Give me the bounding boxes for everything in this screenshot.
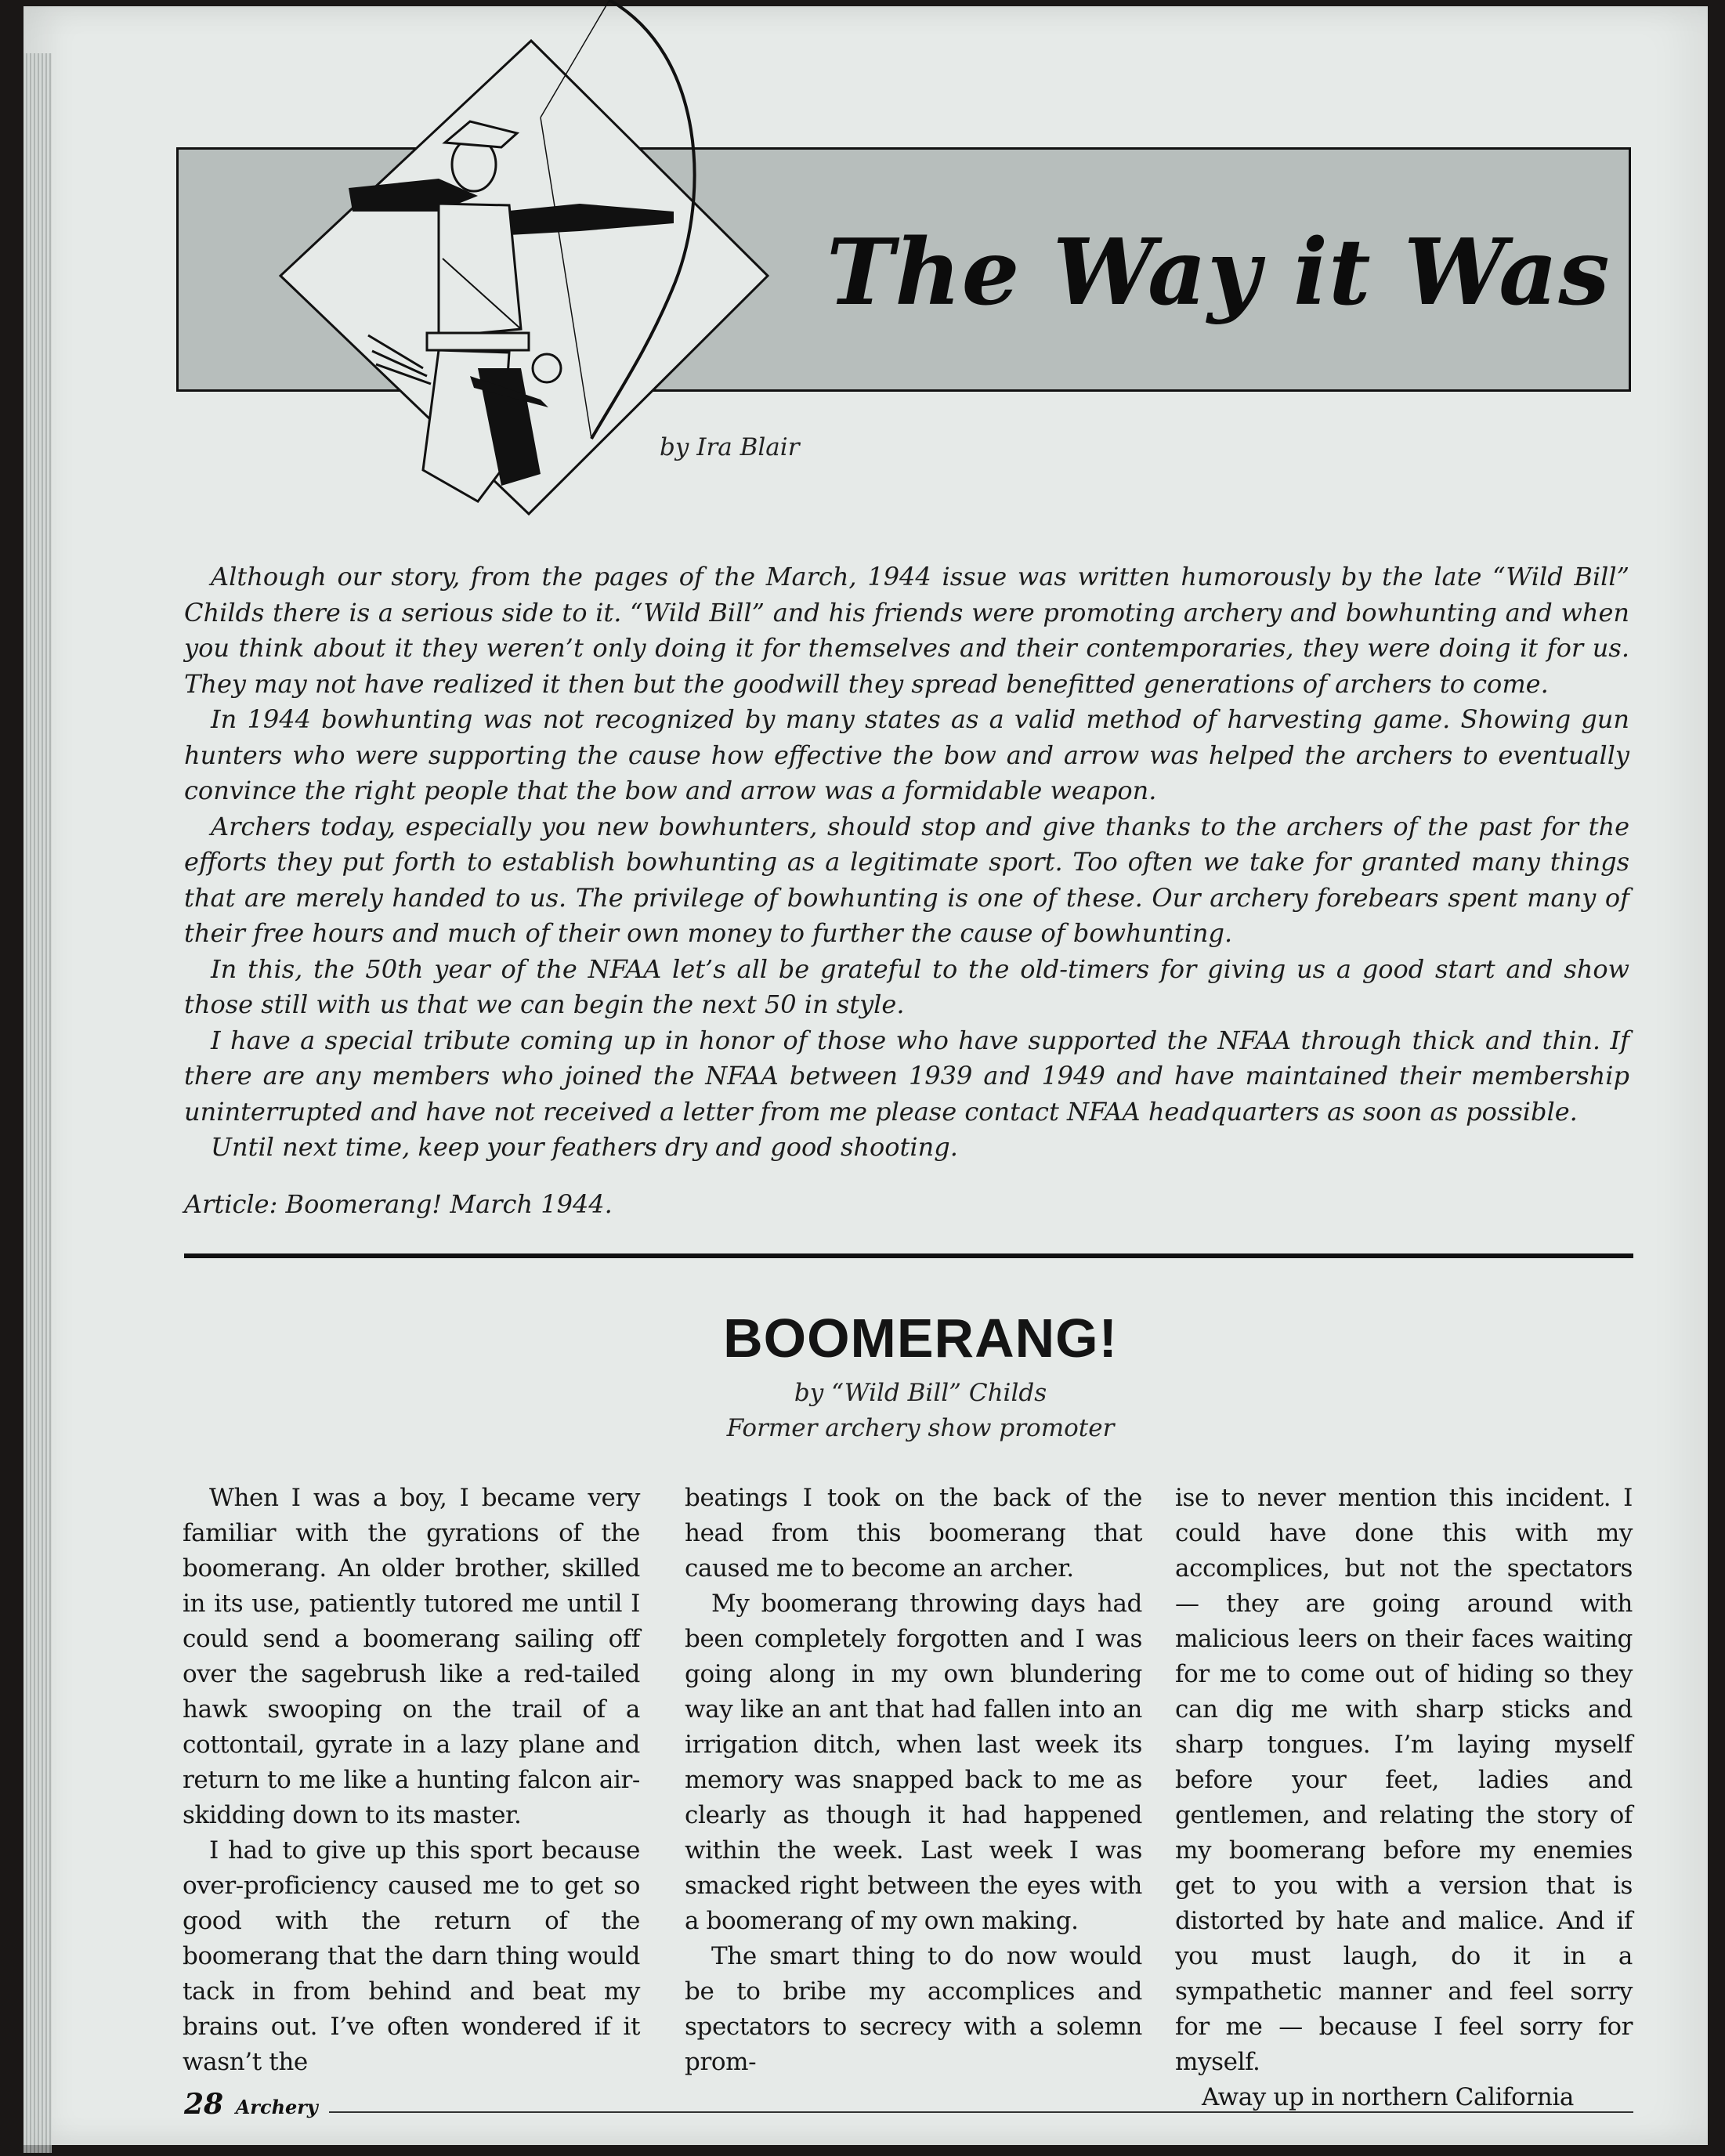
article-paragraph: I had to give up this sport because over-proficiency caused me to get so good with the return of the boomerang that the darn thing would tack in from behind and beat my brains out. I’ve often wondered if it wasn’t the bbox=[183, 1836, 640, 2076]
page-footer bbox=[184, 2088, 318, 2121]
article-paragraph: Away up in northern California bbox=[1202, 2083, 1574, 2111]
intro-paragraph: Until next time, keep your feathers dry and good shooting. bbox=[211, 1132, 958, 1162]
intro-paragraph: In 1944 bowhunting was not recognized by many states as a valid method of harvesting game. Showing gun hunters who were supporting the cause how effective the bow and arrow was helped the archers to eventually convince the right people that the bow and arrow was a formidable weapon. bbox=[184, 704, 1629, 805]
article-column-1 bbox=[183, 1481, 640, 2080]
footer-rule bbox=[329, 2111, 1633, 2113]
article-paragraph: My boomerang throwing days had been completely forgotten and I was going along in my own blundering way like an ant that had fallen into an irrigation ditch, when last week its memory was snapped back to me as clearly as though it had happened within the week. Last week I was smacked right between the eyes with a boomerang of my own making. bbox=[685, 1590, 1142, 1935]
article-title: BOOMERANG! bbox=[723, 1308, 1118, 1369]
article-byline: by “Wild Bill” Childs bbox=[794, 1379, 1047, 1407]
intro-paragraph: I have a special tribute coming up in honor of those who have supported the NFAA through thick and thin. If there are any members who joined the NFAA between 1939 and 1949 and have maintained their membership uninterrupted and have not received a letter from me please contact NFAA headquarters as soon as possible. bbox=[184, 1025, 1629, 1127]
article-column-3 bbox=[1175, 1481, 1633, 2115]
page-edges bbox=[24, 53, 52, 2153]
intro-paragraph: In this, the 50th year of the NFAA let’s all be grateful to the old-timers for giving us a good start and show those still with us that we can begin the next 50 in style. bbox=[184, 953, 1629, 1019]
intro-paragraph: Archers today, especially you new bowhunters, should stop and give thanks to the archers of the past for the efforts they put forth to establish bowhunting as a legitimate sport. Too often we take for granted many things that are merely handed to us. The privilege of bowhunting is one of these. Our archery forebears spent many of their free hours and much of their own money to further the cause of bowhunting. bbox=[184, 811, 1629, 948]
article-author-role: Former archery show promoter bbox=[726, 1414, 1115, 1442]
intro-paragraph: Although our story, from the pages of the March, 1944 issue was written humorously by the late “Wild Bill” Childs there is a serious side to it. “Wild Bill” and his friends were promoting archery and bowhunting and when you think about it they weren’t only doing it for themselves and their contemporaries, they were doing it for us. They may not have realized it then but the goodwill they spread benefitted generations of archers to come. bbox=[184, 562, 1629, 699]
article-label: Article: Boomerang! March 1944. bbox=[184, 1189, 613, 1219]
article-paragraph: beatings I took on the back of the head from this boomerang that caused me to become an archer. bbox=[685, 1484, 1142, 1583]
article-paragraph: ise to never mention this incident. I could have done this with my accomplices, but not the spectators — they are going around with malicious leers on their faces waiting for me to come out of hiding so they can dig me with sharp sticks and sharp tongues. I’m laying myself before your feet, ladies and gentlemen, and relating the story of my boomerang before my enemies get to you with a version that is distorted by hate and malice. And if you must laugh, do it in a sympathetic manner and feel sorry for me — because I feel sorry for myself. bbox=[1175, 1484, 1633, 2076]
article-paragraph: When I was a boy, I became very familiar with the gyrations of the boomerang. An older brother, skilled in its use, patiently tutored me until I could send a boomerang sailing off over the sagebrush like a red-tailed hawk swooping on the trail of a cottontail, gyrate in a lazy plane and return to me like a hunting falcon air-skidding down to its master. bbox=[183, 1484, 640, 1829]
page-title: The Way it Was bbox=[826, 219, 1611, 326]
article-paragraph: The smart thing to do now would be to bribe my accomplices and spectators to secrecy with a solemn prom- bbox=[685, 1942, 1142, 2076]
article-column-2 bbox=[685, 1481, 1142, 2080]
page-number: 28 bbox=[184, 2088, 224, 2121]
section-divider bbox=[184, 1253, 1633, 1258]
intro-text bbox=[184, 559, 1629, 1166]
author-byline: by Ira Blair bbox=[660, 433, 800, 461]
magazine-name: Archery bbox=[235, 2096, 318, 2118]
